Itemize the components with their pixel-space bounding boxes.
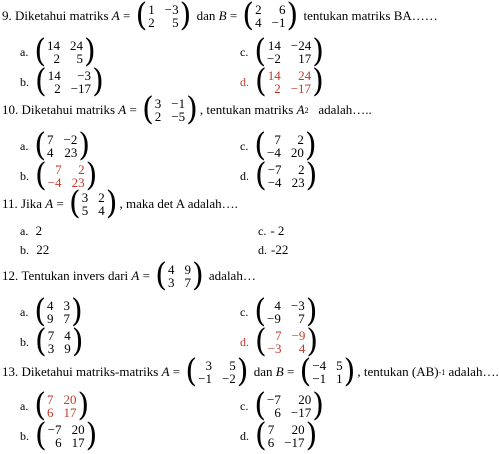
matrix-cell: 23 bbox=[64, 145, 78, 160]
question-11-stem: 11. Jika A = ( 3 2 5 4 ) , maka det A adalah…. bbox=[2, 185, 238, 222]
matrix-cell: 3 bbox=[167, 275, 175, 290]
matrix-a: ( 3 −1 2 −5 ) bbox=[142, 91, 198, 128]
matrix-cell: 5 bbox=[336, 358, 343, 373]
matrix-cell: 2 bbox=[255, 2, 262, 17]
option-a[interactable] bbox=[20, 293, 85, 330]
question-text: Diketahui matriks bbox=[21, 102, 116, 117]
matrix-cell: 2 bbox=[98, 190, 105, 205]
question-text: Diketahui matriks bbox=[15, 8, 109, 23]
option-d[interactable] bbox=[240, 417, 319, 454]
matrix-cell: −9 bbox=[291, 328, 306, 343]
matrix-cell: 6 bbox=[47, 405, 54, 420]
matrix-cell: 2 bbox=[297, 132, 304, 147]
option-label: b. bbox=[20, 74, 29, 89]
matrix-cell: 6 bbox=[278, 2, 286, 17]
matrix-cell: 20 bbox=[291, 422, 305, 437]
matrix-cell: 14 bbox=[267, 38, 281, 53]
option-value: - 2 bbox=[270, 223, 285, 238]
matrix-name: A bbox=[161, 364, 170, 379]
option-matrix: ( 14 24 2 −17 ) bbox=[255, 63, 324, 100]
question-13-stem: 13. Diketahui matriks-matriks A = ( 3 5 −1 −2 ) dan B = ( −4 5 −1 1 ) , tentukan (AB) -1 adalah…. bbox=[2, 353, 499, 390]
matrix-cell: 4 bbox=[298, 341, 306, 356]
option-matrix: ( 7 −2 4 23 ) bbox=[34, 127, 91, 164]
matrix-cell: 5 bbox=[229, 358, 236, 373]
option-c[interactable] bbox=[240, 33, 326, 70]
question-text: , tentukan (AB) bbox=[357, 364, 439, 379]
matrix-cell: 17 bbox=[298, 51, 312, 66]
option-matrix: ( −7 2 −4 23 ) bbox=[255, 157, 318, 194]
option-matrix: ( 7 −9 −3 4 ) bbox=[255, 323, 319, 360]
matrix-cell: 1 bbox=[336, 371, 343, 386]
matrix-a: ( 3 2 5 4 ) bbox=[69, 185, 118, 222]
matrix-cell: 20 bbox=[71, 422, 85, 437]
option-label: d. bbox=[258, 242, 267, 257]
matrix-cell: 23 bbox=[71, 175, 85, 190]
matrix-cell: −17 bbox=[70, 81, 92, 96]
matrix-cell: −1 bbox=[198, 371, 212, 386]
matrix-cell: −4 bbox=[47, 175, 62, 190]
matrix-cell: 7 bbox=[47, 392, 54, 407]
matrix-cell: −7 bbox=[47, 422, 62, 437]
option-matrix: ( −7 20 6 −17 ) bbox=[254, 387, 324, 424]
matrix-name: B bbox=[275, 364, 284, 379]
exponent: 2 bbox=[304, 105, 309, 115]
question-number: 10. bbox=[2, 102, 19, 117]
matrix-cell: −3 bbox=[290, 298, 305, 313]
matrix-cell: −2 bbox=[267, 51, 281, 66]
matrix-cell: 4 bbox=[64, 328, 71, 343]
option-d[interactable] bbox=[258, 242, 288, 258]
matrix-cell: 5 bbox=[172, 15, 179, 30]
question-number: 12. bbox=[2, 268, 19, 283]
matrix-a: ( 1 −3 2 5 ) bbox=[135, 0, 192, 34]
option-matrix: ( 7 20 6 −17 ) bbox=[255, 417, 318, 454]
matrix-cell: −7 bbox=[267, 162, 282, 177]
question-text: tentukan matriks BA…… bbox=[303, 8, 438, 23]
matrix-cell: 9 bbox=[184, 262, 191, 277]
matrix-cell: 7 bbox=[267, 422, 275, 437]
matrix-name: A bbox=[118, 102, 127, 117]
matrix-cell: −2 bbox=[221, 371, 236, 386]
matrix-cell: 4 bbox=[47, 298, 54, 313]
question-text: adalah… bbox=[208, 268, 256, 283]
matrix-cell: 17 bbox=[63, 405, 77, 420]
option-a[interactable] bbox=[20, 387, 91, 424]
matrix-cell: 7 bbox=[274, 132, 281, 147]
option-c[interactable] bbox=[240, 127, 319, 164]
option-label: a. bbox=[20, 138, 29, 153]
option-matrix: ( 7 2 −4 23 ) bbox=[35, 157, 98, 194]
option-a[interactable] bbox=[20, 33, 98, 70]
matrix-cell: −1 bbox=[271, 15, 286, 30]
matrix-cell: 2 bbox=[274, 81, 281, 96]
option-label: b. bbox=[20, 242, 29, 257]
matrix-cell: 2 bbox=[54, 81, 61, 96]
question-12-stem: 12. Tentukan invers dari A = ( 4 9 3 7 ) adalah… bbox=[2, 257, 256, 294]
matrix-cell: 7 bbox=[47, 132, 54, 147]
option-matrix: ( 7 4 3 9 ) bbox=[35, 323, 84, 360]
matrix-cell: 23 bbox=[291, 175, 305, 190]
option-label: d. bbox=[240, 168, 249, 183]
matrix-cell: 4 bbox=[274, 298, 281, 313]
matrix-name: A bbox=[131, 268, 140, 283]
option-d[interactable] bbox=[240, 157, 319, 194]
matrix-cell: 7 bbox=[275, 328, 282, 343]
option-matrix: ( 14 24 2 5 ) bbox=[34, 33, 96, 70]
matrix-a: ( 3 5 −1 −2 ) bbox=[185, 353, 249, 390]
matrix-cell: −24 bbox=[290, 38, 312, 53]
matrix-cell: −4 bbox=[312, 358, 327, 373]
matrix-cell: 3 bbox=[63, 298, 71, 313]
question-10-stem: 10. Diketahui matriks A = ( 3 −1 2 −5 ) , tentukan matriks A 2 adalah….. bbox=[2, 91, 372, 128]
matrix-cell: 2 bbox=[154, 109, 162, 124]
matrix-cell: 14 bbox=[47, 68, 61, 83]
question-text: dan bbox=[253, 364, 273, 379]
option-label: c. bbox=[240, 398, 249, 413]
option-c[interactable] bbox=[240, 387, 326, 424]
matrix-cell: 6 bbox=[55, 435, 62, 450]
option-label: c. bbox=[240, 44, 249, 59]
matrix-cell: 2 bbox=[53, 51, 61, 66]
matrix-cell: 7 bbox=[55, 162, 62, 177]
matrix-cell: 2 bbox=[78, 162, 85, 177]
matrix-cell: −17 bbox=[290, 81, 312, 96]
matrix-cell: −3 bbox=[267, 341, 282, 356]
matrix-b: ( −4 5 −1 1 ) bbox=[299, 353, 356, 390]
option-b[interactable] bbox=[20, 63, 106, 100]
option-label: c. bbox=[240, 138, 249, 153]
option-c[interactable] bbox=[258, 223, 284, 239]
option-matrix: ( 7 2 −4 20 ) bbox=[254, 127, 317, 164]
matrix-cell: 2 bbox=[148, 15, 155, 30]
matrix-cell: 5 bbox=[81, 203, 89, 218]
option-value: 22 bbox=[36, 242, 50, 257]
option-label: a. bbox=[20, 304, 29, 319]
matrix-name: A bbox=[45, 196, 54, 211]
matrix-cell: −9 bbox=[267, 311, 281, 326]
matrix-cell: 5 bbox=[76, 51, 84, 66]
matrix-name: A bbox=[111, 8, 120, 23]
option-b[interactable] bbox=[20, 323, 85, 360]
option-label: a. bbox=[20, 44, 29, 59]
matrix-cell: 24 bbox=[70, 38, 84, 53]
option-label: b. bbox=[20, 168, 29, 183]
option-label: a. bbox=[20, 223, 29, 238]
matrix-cell: −3 bbox=[77, 68, 92, 83]
matrix-cell: 20 bbox=[298, 392, 312, 407]
matrix-cell: 7 bbox=[47, 328, 55, 343]
matrix-cell: 6 bbox=[267, 435, 275, 450]
matrix-cell: 4 bbox=[47, 145, 54, 160]
option-label: d. bbox=[240, 428, 249, 443]
matrix-cell: −1 bbox=[312, 371, 327, 386]
question-text: Diketahui matriks-matriks bbox=[21, 364, 159, 379]
matrix-a: ( 4 9 3 7 ) bbox=[155, 257, 204, 294]
matrix-cell: −2 bbox=[63, 132, 78, 147]
matrix-cell: 1 bbox=[148, 2, 155, 17]
matrix-cell: 20 bbox=[63, 392, 77, 407]
question-9-stem: 9. Diketahui matriks A = ( 1 −3 2 5 ) dan B = ( 2 6 4 −1 ) tentukan matriks BA…… bbox=[2, 0, 438, 34]
matrix-cell: 3 bbox=[81, 190, 89, 205]
option-label: b. bbox=[20, 334, 29, 349]
option-label: b. bbox=[20, 428, 29, 443]
matrix-cell: 4 bbox=[167, 262, 175, 277]
option-label: c. bbox=[258, 223, 267, 238]
matrix-cell: 7 bbox=[184, 275, 191, 290]
matrix-cell: 6 bbox=[274, 405, 281, 420]
matrix-cell: −17 bbox=[284, 435, 305, 450]
matrix-cell: −5 bbox=[171, 109, 186, 124]
option-a[interactable] bbox=[20, 223, 42, 239]
question-text: , tentukan matriks bbox=[199, 102, 294, 117]
matrix-cell: 3 bbox=[205, 358, 212, 373]
option-b[interactable] bbox=[20, 157, 99, 194]
option-b[interactable] bbox=[20, 417, 99, 454]
matrix-cell: 2 bbox=[298, 162, 305, 177]
option-matrix: ( 4 −3 −9 7 ) bbox=[254, 293, 318, 330]
matrix-cell: 7 bbox=[298, 311, 305, 326]
question-text: adalah….. bbox=[318, 102, 372, 117]
option-matrix: ( 14 −24 −2 17 ) bbox=[254, 33, 324, 70]
matrix-cell: 4 bbox=[255, 15, 262, 30]
matrix-cell: 9 bbox=[47, 311, 54, 326]
matrix-cell: −17 bbox=[290, 405, 312, 420]
question-text: , maka det A adalah…. bbox=[119, 196, 238, 211]
question-number: 11. bbox=[2, 196, 18, 211]
matrix-cell: −7 bbox=[267, 392, 281, 407]
matrix-cell: 24 bbox=[298, 68, 312, 83]
option-value: -22 bbox=[271, 242, 289, 257]
question-text: adalah…. bbox=[448, 364, 499, 379]
option-a[interactable] bbox=[20, 127, 92, 164]
matrix-cell: −4 bbox=[267, 175, 282, 190]
matrix-cell: 14 bbox=[47, 38, 61, 53]
option-d[interactable] bbox=[240, 323, 320, 360]
question-text: dan bbox=[196, 8, 216, 23]
matrix-cell: −4 bbox=[267, 145, 281, 160]
matrix-cell: 3 bbox=[154, 96, 162, 111]
matrix-cell: −1 bbox=[171, 96, 186, 111]
matrix-cell: −3 bbox=[164, 2, 179, 17]
matrix-name: A bbox=[296, 102, 305, 117]
option-matrix: ( 7 20 6 17 ) bbox=[34, 387, 90, 424]
question-text: Tentukan invers dari bbox=[21, 268, 129, 283]
matrix-cell: 17 bbox=[71, 435, 85, 450]
matrix-name: B bbox=[218, 8, 227, 23]
matrix-cell: 3 bbox=[47, 341, 55, 356]
option-label: d. bbox=[240, 74, 249, 89]
option-matrix: ( 4 3 9 7 ) bbox=[34, 293, 83, 330]
matrix-cell: 4 bbox=[98, 203, 105, 218]
option-b[interactable] bbox=[20, 242, 49, 258]
matrix-cell: 14 bbox=[267, 68, 281, 83]
option-value: 2 bbox=[35, 223, 43, 238]
exponent: -1 bbox=[438, 367, 446, 377]
option-label: a. bbox=[20, 398, 29, 413]
option-matrix: ( 14 −3 2 −17 ) bbox=[35, 63, 104, 100]
matrix-b: ( 2 6 4 −1 ) bbox=[242, 0, 299, 34]
matrix-cell: 20 bbox=[290, 145, 304, 160]
option-c[interactable] bbox=[240, 293, 319, 330]
matrix-cell: 9 bbox=[64, 341, 71, 356]
option-label: c. bbox=[240, 304, 249, 319]
option-d[interactable] bbox=[240, 63, 326, 100]
option-matrix: ( −7 20 6 17 ) bbox=[35, 417, 98, 454]
question-text: Jika bbox=[21, 196, 42, 211]
question-number: 13. bbox=[2, 364, 19, 379]
question-number: 9. bbox=[2, 8, 12, 23]
matrix-cell: 7 bbox=[63, 311, 71, 326]
option-label: d. bbox=[240, 334, 249, 349]
